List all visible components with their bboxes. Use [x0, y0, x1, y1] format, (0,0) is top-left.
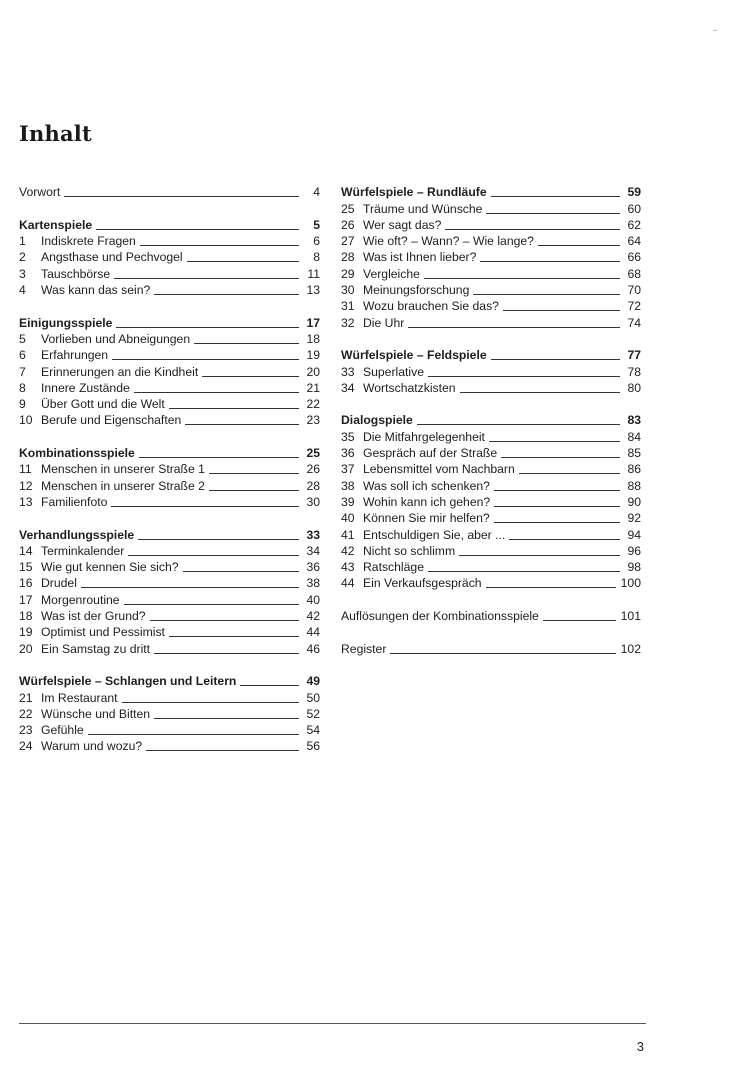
- toc-page-number: 59: [627, 185, 641, 200]
- toc-entry-label: Vorlieben und Abneigungen: [41, 331, 191, 346]
- toc-leader-line: [543, 620, 616, 621]
- toc-entry-number: 37: [341, 462, 355, 477]
- toc-entry-number: 25: [341, 201, 355, 216]
- toc-spacer: [341, 624, 641, 640]
- toc-entry-label: Indiskrete Fragen: [41, 234, 136, 249]
- toc-entry-number: 20: [19, 641, 33, 656]
- toc-entry-label: Erfahrungen: [41, 348, 109, 363]
- toc-page-number: 72: [627, 299, 641, 314]
- toc-entry: [341, 380, 641, 396]
- toc-entry-number: 44: [341, 576, 355, 591]
- toc-leader-line: [491, 359, 620, 360]
- toc-entry-label: Träume und Wünsche: [363, 201, 483, 216]
- toc-leader-line: [445, 229, 620, 230]
- toc-entry: [19, 347, 320, 363]
- toc-entry: [341, 559, 641, 575]
- toc-leader-line: [480, 261, 620, 262]
- toc-page-number: 4: [313, 185, 320, 200]
- toc-entry-label: Würfelspiele – Rundläufe: [341, 185, 487, 200]
- toc-entry-label: Auflösungen der Kombinationsspiele: [341, 609, 539, 624]
- toc-page-number: 8: [313, 250, 320, 265]
- toc-page-number: 26: [306, 462, 320, 477]
- toc-leader-line: [202, 376, 299, 377]
- toc-entry-label: Würfelspiele – Schlangen und Leitern: [19, 674, 237, 689]
- toc-entry-label: Entschuldigen Sie, aber ...: [363, 527, 506, 542]
- toc-page-number: 101: [620, 609, 641, 624]
- toc-page-number: 96: [627, 543, 641, 558]
- toc-section-heading: [19, 673, 320, 689]
- toc-leader-line: [519, 473, 620, 474]
- toc-entry-number: 1: [19, 234, 26, 249]
- toc-spacer: [19, 510, 320, 526]
- toc-leader-line: [491, 196, 620, 197]
- toc-entry: [19, 543, 320, 559]
- toc-entry: [341, 640, 641, 656]
- toc-page-number: 83: [627, 413, 641, 428]
- toc-leader-line: [486, 213, 620, 214]
- toc-entry-number: 3: [19, 266, 26, 281]
- toc-entry-label: Register: [341, 641, 387, 656]
- toc-entry: [19, 559, 320, 575]
- toc-entry: [19, 494, 320, 510]
- toc-left-column: [19, 184, 320, 754]
- toc-page-number: 21: [306, 380, 320, 395]
- toc-page-number: 102: [620, 641, 641, 656]
- toc-entry: [19, 591, 320, 607]
- toc-entry: [341, 461, 641, 477]
- toc-leader-line: [169, 636, 299, 637]
- toc-entry: [341, 217, 641, 233]
- toc-entry-number: 30: [341, 283, 355, 298]
- toc-spacer: [19, 428, 320, 444]
- toc-leader-line: [489, 441, 620, 442]
- toc-entry-label: Wer sagt das?: [363, 217, 442, 232]
- page-title: Inhalt: [19, 121, 92, 146]
- toc-section-heading: [19, 526, 320, 542]
- toc-page-number: 20: [306, 364, 320, 379]
- toc-entry-label: Tauschbörse: [41, 266, 111, 281]
- toc-entry-label: Kartenspiele: [19, 217, 93, 232]
- toc-entry-label: Innere Zustände: [41, 380, 130, 395]
- toc-entry-label: Kombinationsspiele: [19, 446, 135, 461]
- toc-entry-number: 32: [341, 315, 355, 330]
- toc-entry-label: Was kann das sein?: [41, 283, 151, 298]
- toc-entry-label: Lebensmittel vom Nachbarn: [363, 462, 515, 477]
- toc-entry-number: 17: [19, 592, 33, 607]
- toc-entry: [19, 380, 320, 396]
- toc-entry-number: 28: [341, 250, 355, 265]
- toc-entry-number: 39: [341, 494, 355, 509]
- toc-entry-number: 31: [341, 299, 355, 314]
- toc-entry-number: 16: [19, 576, 33, 591]
- toc-entry-number: 7: [19, 364, 26, 379]
- toc-spacer: [19, 298, 320, 314]
- toc-entry-label: Vorwort: [19, 185, 61, 200]
- toc-leader-line: [424, 278, 620, 279]
- toc-leader-line: [96, 229, 299, 230]
- toc-leader-line: [501, 457, 620, 458]
- toc-leader-line: [494, 506, 620, 507]
- toc-page-number: 33: [306, 527, 320, 542]
- toc-leader-line: [473, 294, 620, 295]
- toc-entry: [341, 477, 641, 493]
- toc-entry-number: 35: [341, 429, 355, 444]
- toc-leader-line: [81, 587, 299, 588]
- toc-entry-number: 12: [19, 478, 33, 493]
- toc-entry: [341, 575, 641, 591]
- toc-page-number: 25: [306, 446, 320, 461]
- toc-page-number: 42: [306, 609, 320, 624]
- toc-entry-number: 14: [19, 543, 33, 558]
- toc-right-column: [341, 184, 641, 657]
- toc-leader-line: [140, 245, 299, 246]
- toc-page-number: 19: [306, 348, 320, 363]
- toc-entry: [341, 363, 641, 379]
- toc-entry-number: 33: [341, 364, 355, 379]
- toc-leader-line: [240, 685, 299, 686]
- toc-entry-label: Verhandlungsspiele: [19, 527, 135, 542]
- toc-page-number: 49: [306, 674, 320, 689]
- toc-leader-line: [494, 490, 620, 491]
- toc-entry-label: Vergleiche: [363, 266, 420, 281]
- toc-leader-line: [428, 571, 620, 572]
- toc-entry-number: 5: [19, 331, 26, 346]
- toc-leader-line: [460, 392, 620, 393]
- toc-leader-line: [194, 343, 299, 344]
- toc-entry-label: Einigungsspiele: [19, 315, 113, 330]
- toc-entry: [341, 526, 641, 542]
- toc-entry-label: Superlative: [363, 364, 424, 379]
- toc-entry: [19, 461, 320, 477]
- toc-entry: [19, 689, 320, 705]
- toc-entry-label: Ein Samstag zu dritt: [41, 641, 151, 656]
- toc-leader-line: [64, 196, 299, 197]
- toc-entry: [341, 428, 641, 444]
- toc-page-number: 90: [627, 494, 641, 509]
- toc-leader-line: [509, 539, 620, 540]
- toc-leader-line: [459, 555, 620, 556]
- toc-entry-label: Morgenroutine: [41, 592, 120, 607]
- toc-entry: [19, 396, 320, 412]
- toc-page-number: 38: [306, 576, 320, 591]
- toc-page-number: 13: [306, 283, 320, 298]
- toc-entry-number: 38: [341, 478, 355, 493]
- toc-leader-line: [112, 359, 299, 360]
- toc-entry: [19, 738, 320, 754]
- toc-entry: [19, 249, 320, 265]
- toc-entry-label: Gespräch auf der Straße: [363, 446, 498, 461]
- toc-entry-label: Würfelspiele – Feldspiele: [341, 348, 487, 363]
- toc-entry-label: Warum und wozu?: [41, 739, 143, 754]
- scan-speck: [713, 30, 717, 31]
- toc-entry-number: 21: [19, 690, 33, 705]
- toc-entry-number: 42: [341, 543, 355, 558]
- toc-entry: [341, 314, 641, 330]
- toc-page-number: 78: [627, 364, 641, 379]
- toc-page-number: 86: [627, 462, 641, 477]
- toc-leader-line: [128, 555, 299, 556]
- toc-section-heading: [19, 445, 320, 461]
- toc-entry: [341, 494, 641, 510]
- toc-page-number: 100: [620, 576, 641, 591]
- toc-leader-line: [209, 490, 299, 491]
- toc-page-number: 40: [306, 592, 320, 607]
- toc-entry-label: Wohin kann ich gehen?: [363, 494, 491, 509]
- toc-entry-number: 2: [19, 250, 26, 265]
- toc-entry: [19, 706, 320, 722]
- toc-entry-number: 27: [341, 234, 355, 249]
- toc-entry: [19, 575, 320, 591]
- toc-page-number: 50: [306, 690, 320, 705]
- toc-leader-line: [114, 278, 299, 279]
- toc-entry-number: 9: [19, 397, 26, 412]
- toc-entry-number: 34: [341, 380, 355, 395]
- toc-page-number: 17: [306, 315, 320, 330]
- toc-entry: [19, 624, 320, 640]
- toc-page-number: 6: [313, 234, 320, 249]
- toc-entry-label: Wie oft? – Wann? – Wie lange?: [363, 234, 534, 249]
- toc-entry-label: Nicht so schlimm: [363, 543, 456, 558]
- toc-spacer: [341, 591, 641, 607]
- toc-page-number: 60: [627, 201, 641, 216]
- toc-leader-line: [88, 734, 299, 735]
- toc-leader-line: [408, 327, 620, 328]
- toc-section-heading: [19, 314, 320, 330]
- toc-page-number: 11: [307, 266, 320, 281]
- toc-entry-label: Erinnerungen an die Kindheit: [41, 364, 199, 379]
- toc-leader-line: [154, 653, 299, 654]
- toc-leader-line: [138, 539, 299, 540]
- toc-entry: [19, 722, 320, 738]
- toc-entry: [341, 282, 641, 298]
- toc-entry-number: 13: [19, 494, 33, 509]
- toc-spacer: [341, 396, 641, 412]
- toc-page-number: 28: [306, 478, 320, 493]
- toc-page-number: 80: [627, 380, 641, 395]
- toc-entry-label: Gefühle: [41, 723, 84, 738]
- toc-entry-label: Optimist und Pessimist: [41, 625, 165, 640]
- toc-leader-line: [150, 620, 299, 621]
- toc-page-number: 56: [306, 739, 320, 754]
- toc-entry-number: 22: [19, 706, 33, 721]
- toc-entry-label: Können Sie mir helfen?: [363, 511, 490, 526]
- toc-entry-label: Im Restaurant: [41, 690, 118, 705]
- toc-entry-number: 18: [19, 609, 33, 624]
- toc-leader-line: [209, 473, 299, 474]
- toc-leader-line: [134, 392, 299, 393]
- toc-page-number: 36: [306, 560, 320, 575]
- toc-entry: [19, 265, 320, 281]
- toc-spacer: [19, 657, 320, 673]
- toc-entry-label: Meinungsforschung: [363, 283, 470, 298]
- toc-entry-label: Terminkalender: [41, 543, 125, 558]
- toc-leader-line: [417, 424, 620, 425]
- toc-entry-label: Drudel: [41, 576, 77, 591]
- toc-entry: [19, 331, 320, 347]
- toc-entry-label: Die Mitfahrgelegenheit: [363, 429, 485, 444]
- toc-entry: [341, 510, 641, 526]
- toc-section-heading: [19, 217, 320, 233]
- toc-page-number: 30: [306, 494, 320, 509]
- toc-entry: [19, 640, 320, 656]
- toc-leader-line: [111, 506, 299, 507]
- toc-page-number: 54: [306, 723, 320, 738]
- toc-leader-line: [116, 327, 299, 328]
- toc-spacer: [341, 331, 641, 347]
- toc-leader-line: [187, 261, 299, 262]
- toc-entry-number: 19: [19, 625, 33, 640]
- toc-entry-number: 8: [19, 380, 26, 395]
- toc-leader-line: [390, 653, 615, 654]
- toc-page-number: 85: [627, 446, 641, 461]
- toc-section-heading: [341, 347, 641, 363]
- toc-page-number: 92: [627, 511, 641, 526]
- toc-page-number: 18: [306, 331, 320, 346]
- toc-page-number: 70: [627, 283, 641, 298]
- toc-entry-label: Wozu brauchen Sie das?: [363, 299, 499, 314]
- toc-page-number: 62: [627, 217, 641, 232]
- toc-leader-line: [503, 310, 620, 311]
- toc-entry: [19, 363, 320, 379]
- toc-page-number: 77: [627, 348, 641, 363]
- toc-entry-number: 6: [19, 348, 26, 363]
- toc-leader-line: [183, 571, 299, 572]
- page-number: 3: [636, 1039, 644, 1054]
- footer-rule: [19, 1023, 646, 1024]
- toc-entry-label: Ein Verkaufsgespräch: [363, 576, 482, 591]
- toc-leader-line: [154, 294, 299, 295]
- toc-page-number: 5: [313, 217, 320, 232]
- toc-page-number: 44: [306, 625, 320, 640]
- toc-leader-line: [146, 750, 299, 751]
- toc-entry-number: 23: [19, 723, 33, 738]
- toc-page-number: 68: [627, 266, 641, 281]
- toc-section-heading: [341, 412, 641, 428]
- toc-entry-number: 11: [19, 462, 32, 477]
- toc-entry: [19, 282, 320, 298]
- toc-leader-line: [169, 408, 299, 409]
- toc-leader-line: [139, 457, 299, 458]
- toc-page-number: 23: [306, 413, 320, 428]
- toc-entry: [19, 233, 320, 249]
- toc-leader-line: [124, 604, 299, 605]
- toc-section-heading: [341, 184, 641, 200]
- toc-entry: [341, 298, 641, 314]
- toc-leader-line: [486, 587, 616, 588]
- toc-entry-label: Wie gut kennen Sie sich?: [41, 560, 179, 575]
- toc-entry-label: Wünsche und Bitten: [41, 706, 151, 721]
- toc-entry: [341, 543, 641, 559]
- toc-entry-label: Familienfoto: [41, 494, 108, 509]
- toc-entry-number: 26: [341, 217, 355, 232]
- toc-entry-label: Über Gott und die Welt: [41, 397, 165, 412]
- toc-entry: [19, 477, 320, 493]
- toc-entry-label: Angsthase und Pechvogel: [41, 250, 183, 265]
- toc-spacer: [19, 200, 320, 216]
- toc-page-number: 66: [627, 250, 641, 265]
- toc-leader-line: [494, 522, 620, 523]
- toc-entry: [19, 412, 320, 428]
- toc-page-number: 46: [306, 641, 320, 656]
- toc-entry-number: 40: [341, 511, 355, 526]
- toc-entry-label: Was ist der Grund?: [41, 609, 146, 624]
- toc-entry-label: Was ist Ihnen lieber?: [363, 250, 477, 265]
- toc-entry-label: Die Uhr: [363, 315, 405, 330]
- toc-leader-line: [428, 376, 620, 377]
- toc-entry-label: Berufe und Eigenschaften: [41, 413, 182, 428]
- toc-entry-number: 10: [19, 413, 33, 428]
- toc-page-number: 64: [627, 234, 641, 249]
- toc-entry-label: Wortschatzkisten: [363, 380, 456, 395]
- toc-entry-number: 43: [341, 560, 355, 575]
- toc-entry: [19, 608, 320, 624]
- toc-entry: [19, 184, 320, 200]
- toc-page-number: 52: [306, 706, 320, 721]
- toc-page-number: 74: [627, 315, 641, 330]
- toc-entry-number: 24: [19, 739, 33, 754]
- toc-page-number: 88: [627, 478, 641, 493]
- toc-page-number: 84: [627, 429, 641, 444]
- toc-entry-label: Was soll ich schenken?: [363, 478, 490, 493]
- toc-leader-line: [154, 718, 299, 719]
- toc-entry: [341, 233, 641, 249]
- toc-entry-label: Dialogspiele: [341, 413, 413, 428]
- toc-entry-label: Menschen in unserer Straße 2: [41, 478, 205, 493]
- toc-entry: [341, 249, 641, 265]
- toc-leader-line: [538, 245, 620, 246]
- toc-entry-number: 15: [19, 560, 33, 575]
- toc-entry: [341, 265, 641, 281]
- toc-entry-number: 29: [341, 266, 355, 281]
- toc-entry: [341, 445, 641, 461]
- toc-page-number: 22: [306, 397, 320, 412]
- toc-entry-number: 41: [341, 527, 355, 542]
- toc-entry-label: Ratschläge: [363, 560, 424, 575]
- toc-page-number: 34: [306, 543, 320, 558]
- toc-page-number: 94: [627, 527, 641, 542]
- toc-entry: [341, 200, 641, 216]
- toc-entry-number: 4: [19, 283, 26, 298]
- toc-entry: [341, 608, 641, 624]
- toc-entry-label: Menschen in unserer Straße 1: [41, 462, 205, 477]
- toc-leader-line: [122, 702, 299, 703]
- toc-leader-line: [185, 424, 299, 425]
- toc-page-number: 98: [627, 560, 641, 575]
- toc-entry-number: 36: [341, 446, 355, 461]
